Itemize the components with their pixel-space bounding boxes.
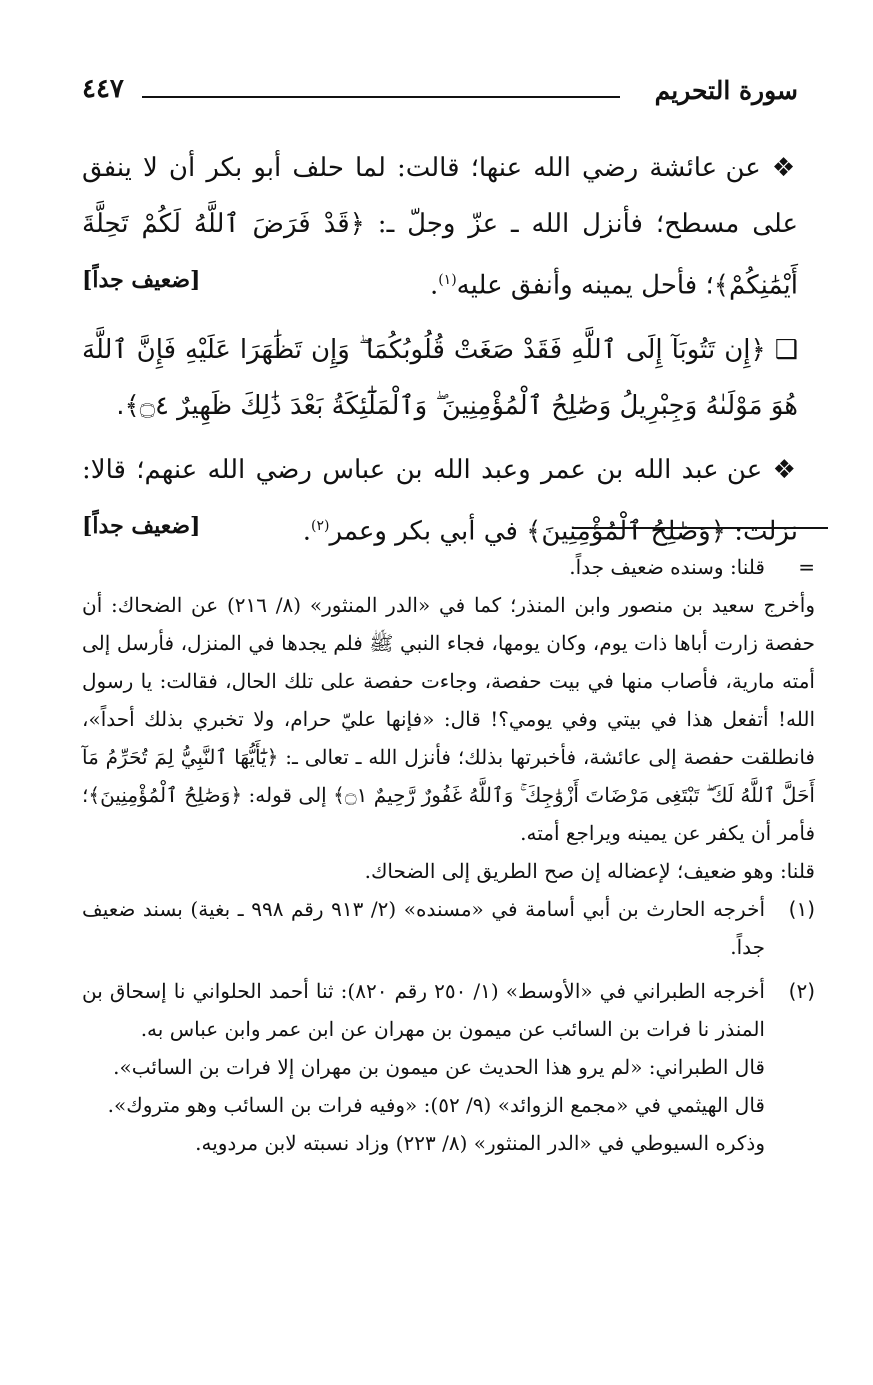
- hadith-2-text: عن عبد الله بن عمر وعبد الله بن عباس رضي الله عنهم؛ قالا: نزلت: ﴿وَصَٰلِحُ ٱلْمُؤْمِنِينَ﴾ في أبي بكر وعمر: [82, 454, 798, 547]
- footnote-ref-2: (٢): [311, 517, 330, 534]
- bullet-icon: ❖: [771, 153, 799, 183]
- footnotes: [82, 548, 815, 1162]
- grade-label: [ضعيف جداً]: [82, 267, 201, 293]
- verse-block: [82, 322, 798, 434]
- page-number: ٤٤٧: [82, 74, 124, 104]
- footnote-1-mark: (١): [788, 897, 815, 921]
- footnote-2-paragraph: وذكره السيوطي في «الدر المنثور» (٨/ ٢٢٣) وزاد نسبته لابن مردويه.: [195, 1131, 765, 1155]
- sura-title: سورة التحريم: [654, 76, 798, 105]
- footnote-2-mark: (٢): [788, 979, 815, 1003]
- continued-note: [82, 548, 815, 586]
- page-header: [82, 72, 798, 112]
- continued-note-line: قلنا: وسنده ضعيف جداً.: [569, 555, 765, 579]
- footnote-ref-1: (١): [438, 272, 457, 288]
- header-rule: [142, 96, 620, 98]
- note-paragraph: قلنا: وهو ضعيف؛ لإعضاله إن صح الطريق إلى الضحاك.: [364, 859, 815, 883]
- box-icon: ❑: [774, 334, 799, 365]
- footnote-2-paragraph: قال الطبراني: «لم يرو هذا الحديث عن ميمون بن مهران إلا فرات بن السائب».: [113, 1055, 765, 1079]
- grade-label: [ضعيف جداً]: [82, 512, 201, 539]
- verse-text: ﴿إِن تَتُوبَآ إِلَى ٱللَّهِ فَقَدْ صَغَتْ قُلُوبُكُمَا ۖ وَإِن تَظَٰهَرَا عَلَيْهِ فَإِنَّ ٱللَّهَ هُوَ مَوْلَىٰهُ وَجِبْرِيلُ وَصَٰلِحُ ٱلْمُؤْمِنِينَ ۖ وَٱلْمَلَٰٓئِكَةُ بَعْدَ ذَٰلِكَ ظَهِيرٌ ۝٤﴾.: [82, 334, 798, 421]
- hadith-1: [82, 140, 798, 314]
- bullet-icon: ❖: [772, 454, 799, 485]
- note-paragraph: وأخرج سعيد بن منصور وابن المنذر؛ كما في «الدر المنثور» (٨/ ٢١٦) عن الضحاك: أن حفصة زارت أباها ذات يوم، وكان يومها، فجاء النبي ﷺ فلم يجدها في المنزل، فأرسل إلى أمته مارية، فأصاب منها في بيت حفصة، وجاءت حفصة على تلك الحال، فقالت: يا رسول الله! أتفعل هذا في بيتي وفي يومي؟! قال: «فإنها عليّ حرام، ولا تخبري بذلك أحداً»، فانطلقت حفصة إلى عائشة، فأخبرتها بذلك؛ فأنزل الله ـ تعالى ـ: ﴿يَٰٓأَيُّهَا ٱلنَّبِيُّ لِمَ تُحَرِّمُ مَآ أَحَلَّ ٱللَّهُ لَكَ ۖ تَبْتَغِى مَرْضَاتَ أَزْوَٰجِكَ ۚ وَٱللَّهُ غَفُورٌ رَّحِيمٌ ۝١﴾ إلى قوله: ﴿وَصَٰلِحُ ٱلْمُؤْمِنِينَ﴾؛ فأمر أن يكفر عن يمينه ويراجع أمته.: [82, 593, 815, 845]
- hadith-2: [82, 442, 798, 560]
- footnote-1-text: أخرجه الحارث بن أبي أسامة في «مسنده» (٢/ ٩١٣ رقم ٩٩٨ ـ بغية) بسند ضعيف جداً.: [82, 897, 766, 959]
- footnote-2-text: أخرجه الطبراني في «الأوسط» (١/ ٢٥٠ رقم ٨٢٠): ثنا أحمد الحلواني نا إسحاق بن المنذر نا فرات بن السائب عن ميمون بن مهران عن ابن عمر وابن عباس به.: [82, 979, 765, 1041]
- footnote-2-paragraph: قال الهيثمي في «مجمع الزوائد» (٩/ ٥٢): «وفيه فرات بن السائب وهو متروك».: [107, 1093, 765, 1117]
- hadith-1-text: عن عائشة رضي الله عنها؛ قالت: لما حلف أبو بكر أن لا ينفق على مسطح؛ فأنزل الله ـ عزّ وجلّ ـ: ﴿قَدْ فَرَضَ ٱللَّهُ لَكُمْ تَحِلَّةَ أَيْمَٰنِكُمْ﴾؛ فأحل يمينه وأنفق عليه: [82, 153, 798, 301]
- footnote-2: [82, 972, 815, 1162]
- footnote-1: [82, 890, 815, 966]
- hadith-2-end: .: [302, 516, 311, 547]
- footnote-divider: [572, 527, 828, 529]
- hadith-1-end: .: [429, 270, 439, 301]
- continuation-mark: =: [798, 555, 815, 579]
- main-text: [82, 140, 798, 559]
